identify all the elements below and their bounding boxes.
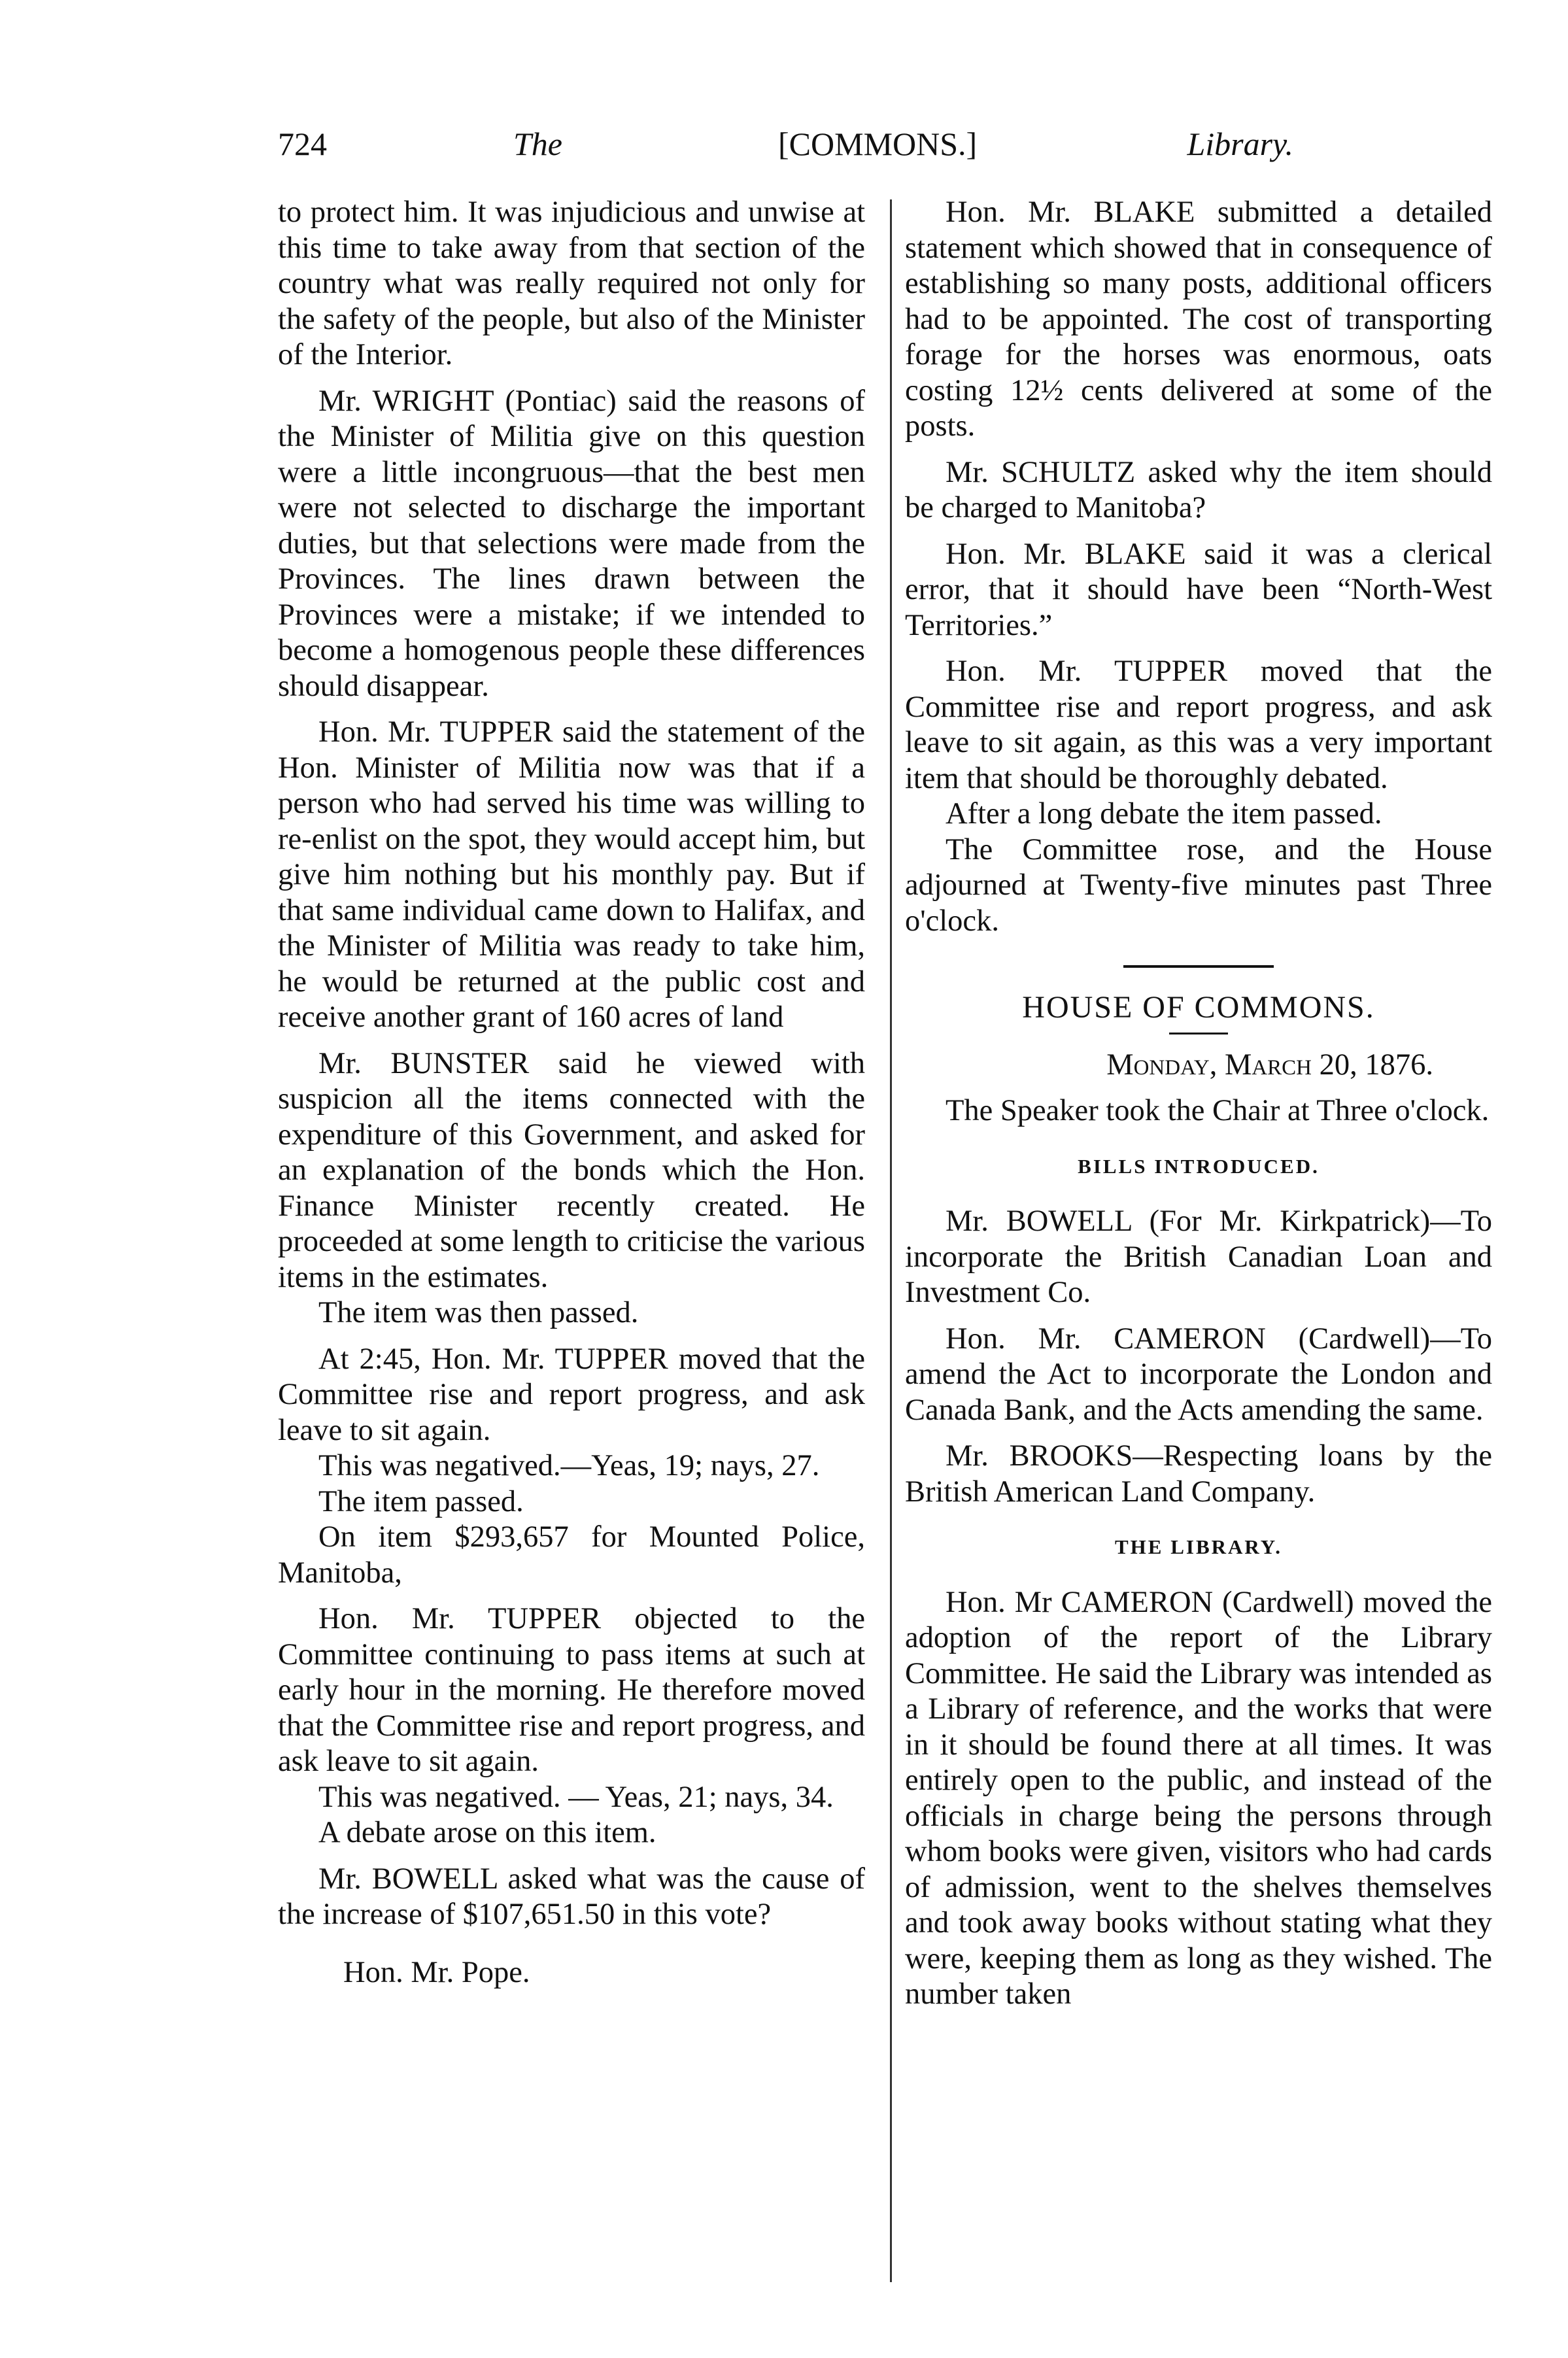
sitting-date: Monday, March 20, 1876. <box>1106 1048 1433 1082</box>
paragraph: Hon. Mr. TUPPER said the statement of the Hon. Minister of Militia now was that if a person who had served his time was willing to re-enlist on the spot, they would accept him, but give him nothing but his monthly pay. But if that same individual came down to Halifax, and the Minister of Militia was ready to take him, he would be returned at the public cost and receive another grant of 160 acres of land <box>278 715 865 1034</box>
page-header <box>278 114 1293 173</box>
paragraph: Hon. Mr. BLAKE submitted a detailed statement which showed that in consequence of establishing so many posts, additional officers had to be appointed. The cost of transporting forage for the horses was enormous, oats costing 12½ cents delivered at some of the posts. <box>905 196 1492 443</box>
left-column <box>278 195 865 2001</box>
page-number: 724 <box>278 126 327 162</box>
paragraph: The item passed. <box>318 1484 524 1518</box>
paragraph: Hon. Mr CAMERON (Cardwell) moved the adoption of the report of the Library Committee. He said the Library was intended as a Library of reference, and the works that were in it should be found there at all times. It was entirely open to the public, and instead of the officials in charge being the persons through whom books were given, visitors who had cards of admission, went to the shelves themselves and took away books without stating what they were, keeping them as long as they wished. The number taken <box>905 1585 1492 2011</box>
paragraph: The Committee rose, and the House adjourned at Twenty-five minutes past Three o'clock. <box>905 832 1492 938</box>
running-title-center: [COMMONS.] <box>778 126 978 162</box>
subheading-library: THE LIBRARY. <box>1115 1535 1282 1558</box>
paragraph: After a long debate the item passed. <box>946 797 1382 830</box>
paragraph: This was negatived.—Yeas, 19; nays, 27. <box>318 1449 820 1482</box>
paragraph: Mr. BUNSTER said he viewed with suspicion all the items connected with the expenditure of this Government, and asked for an explanation of the bonds which the Hon. Finance Minister recently created. He proceeded at some length to criticise the various items in the estimates. <box>278 1046 865 1294</box>
paragraph: Hon. Mr. CAMERON (Cardwell)—To amend the Act to incorporate the London and Canada Bank, and the Acts amending the same. <box>905 1322 1492 1427</box>
section-rule <box>1123 965 1274 968</box>
column-divider <box>890 199 892 2282</box>
paragraph: Mr. BOWELL (For Mr. Kirkpatrick)—To incorporate the British Canadian Loan and Investment Co. <box>905 1205 1492 1309</box>
speaker-signoff: Hon. Mr. Pope. <box>343 1955 530 1989</box>
section-heading: HOUSE OF COMMONS. <box>1022 990 1375 1025</box>
paragraph: On item $293,657 for Mounted Police, Manitoba, <box>278 1520 865 1590</box>
paragraph: Hon. Mr. BLAKE said it was a clerical error, that it should have been “North-West Territories.” <box>905 537 1492 642</box>
paragraph: A debate arose on this item. <box>318 1816 656 1849</box>
paragraph: Mr. BOWELL asked what was the cause of the increase of $107,651.50 in this vote? <box>278 1862 865 1931</box>
subheading-bills: BILLS INTRODUCED. <box>1078 1154 1320 1178</box>
paragraph: Hon. Mr. TUPPER moved that the Committee rise and report progress, and ask leave to sit again, as this was a very important item that should be thoroughly debated. <box>905 655 1492 795</box>
paragraph: The item was then passed. <box>318 1296 639 1329</box>
heading-rule <box>1169 1033 1228 1034</box>
paragraph: This was negatived. — Yeas, 21; nays, 34. <box>318 1780 834 1814</box>
running-title-right: Library. <box>1187 126 1293 162</box>
paragraph: to protect him. It was injudicious and unwise at this time to take away from that section of the country what was really required not only for the safety of the people, but also of the Minister of the Interior. <box>278 196 865 371</box>
paragraph: Hon. Mr. TUPPER objected to the Committee continuing to pass items at such at early hour in the morning. He therefore moved that the Committee rise and report progress, and ask leave to sit again. <box>278 1602 865 1778</box>
paragraph: Mr. BROOKS—Respecting loans by the British American Land Company. <box>905 1439 1492 1509</box>
running-title-left: The <box>513 126 562 162</box>
paragraph: The Speaker took the Chair at Three o'clock. <box>946 1094 1490 1127</box>
paragraph: Mr. SCHULTZ asked why the item should be charged to Manitoba? <box>905 455 1492 524</box>
right-column <box>905 195 1492 2023</box>
paragraph: At 2:45, Hon. Mr. TUPPER moved that the Committee rise and report progress, and ask leave to sit again. <box>278 1342 865 1447</box>
paragraph: Mr. WRIGHT (Pontiac) said the reasons of the Minister of Militia give on this question were a little incongruous—that the best men were not selected to discharge the important duties, but that selections were made from the Provinces. The lines drawn between the Provinces were a mistake; if we intended to become a homogenous people these differences should disappear. <box>278 384 865 703</box>
